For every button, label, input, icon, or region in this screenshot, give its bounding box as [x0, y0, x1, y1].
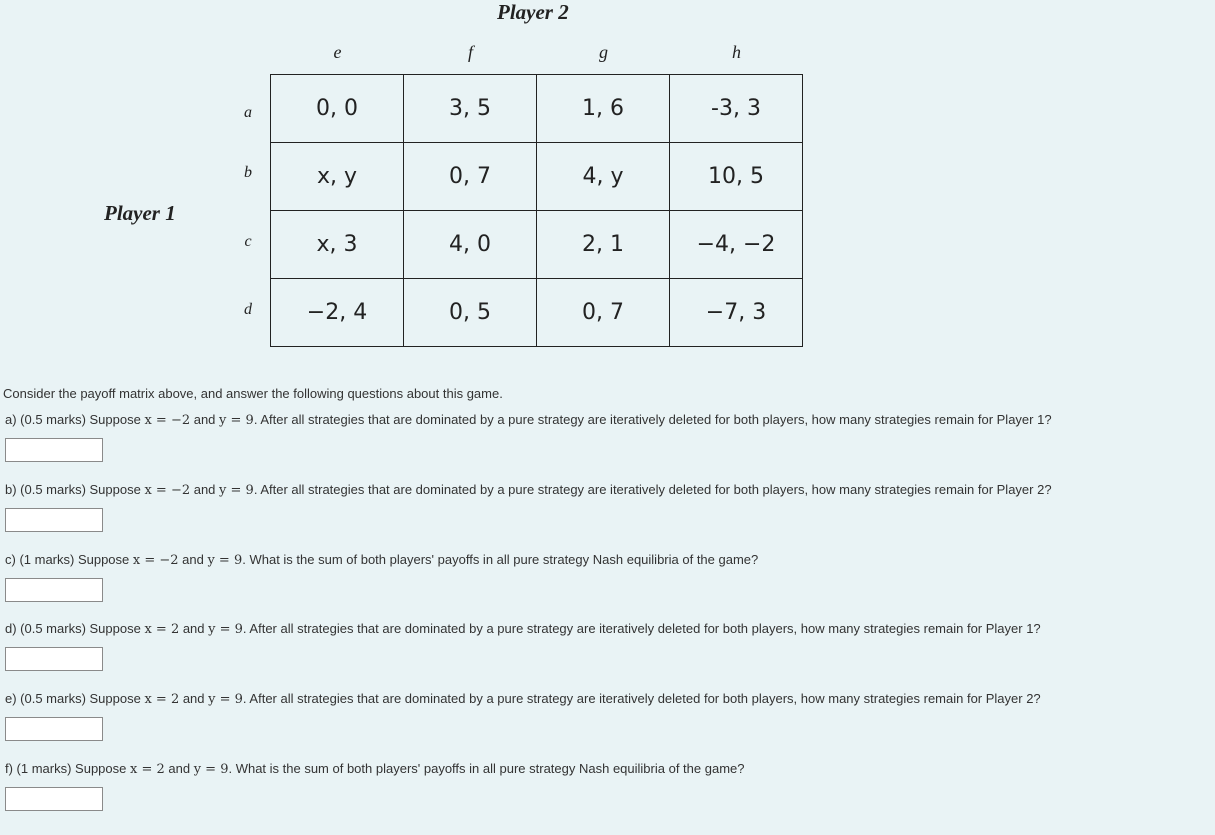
question-d-suffix: . After all strategies that are dominated by a pure strategy are iteratively deleted for both players, how many strategies remain for Player 1? [242, 621, 1041, 636]
question-f-suffix: . What is the sum of both players' payoffs in all pure strategy Nash equilibria of the game? [228, 761, 745, 776]
answer-c-input[interactable] [5, 578, 103, 602]
question-c-x: x = −2 [132, 553, 179, 568]
cell-d-f: 0, 5 [404, 279, 537, 347]
cell-b-f: 0, 7 [404, 143, 537, 211]
payoff-matrix [270, 74, 803, 347]
question-d-prefix: d) (0.5 marks) Suppose [5, 621, 145, 636]
cell-c-f: 4, 0 [404, 211, 537, 279]
row-header-a: a [244, 104, 252, 121]
column-header-f: f [467, 42, 473, 62]
question-a-y: y = 9 [219, 413, 254, 428]
matrix-row-b [271, 143, 803, 211]
question-f-mid: and [164, 761, 194, 776]
question-c-suffix: . What is the sum of both players' payoffs in all pure strategy Nash equilibria of the game? [242, 552, 759, 567]
question-e-suffix: . After all strategies that are dominated by a pure strategy are iteratively deleted for both players, how many strategies remain for Player 2? [242, 691, 1041, 706]
question-c-mid: and [178, 552, 208, 567]
question-a-prefix: a) (0.5 marks) Suppose [5, 412, 145, 427]
matrix-row-c [271, 211, 803, 279]
cell-c-e: x, 3 [271, 211, 404, 279]
question-a-suffix: . After all strategies that are dominated by a pure strategy are iteratively deleted for both players, how many strategies remain for Player 1? [253, 412, 1052, 427]
question-intro: Consider the payoff matrix above, and answer the following questions about this game. [3, 386, 503, 401]
player2-label: Player 2 [497, 0, 569, 24]
cell-a-h: -3, 3 [670, 75, 803, 143]
question-f-prefix: f) (1 marks) Suppose [5, 761, 130, 776]
question-b-x: x = −2 [144, 483, 191, 498]
cell-b-h: 10, 5 [670, 143, 803, 211]
answer-e-input[interactable] [5, 717, 103, 741]
question-e-y: y = 9 [208, 692, 243, 707]
question-f-x: x = 2 [130, 762, 165, 777]
question-d-mid: and [179, 621, 209, 636]
cell-c-h: −4, −2 [670, 211, 803, 279]
question-e-prefix: e) (0.5 marks) Suppose [5, 691, 145, 706]
matrix-row-a [271, 75, 803, 143]
question-b-mid: and [190, 482, 220, 497]
cell-d-g: 0, 7 [537, 279, 670, 347]
question-b-y: y = 9 [219, 483, 254, 498]
answer-b-input[interactable] [5, 508, 103, 532]
question-d-x: x = 2 [144, 622, 180, 637]
question-b-prefix: b) (0.5 marks) Suppose [5, 482, 145, 497]
question-c-prefix: c) (1 marks) Suppose [5, 552, 133, 567]
answer-a-input[interactable] [5, 438, 103, 462]
question-e-mid: and [179, 691, 209, 706]
question-e [5, 691, 1041, 707]
row-header-d: d [244, 301, 252, 318]
column-header-g: g [599, 42, 608, 62]
cell-b-g: 4, y [537, 143, 670, 211]
question-a-x: x = −2 [144, 413, 191, 428]
question-d-y: y = 9 [208, 622, 243, 637]
cell-a-g: 1, 6 [537, 75, 670, 143]
cell-c-g: 2, 1 [537, 211, 670, 279]
row-header-b: b [244, 164, 252, 181]
cell-a-f: 3, 5 [404, 75, 537, 143]
question-b [5, 482, 1052, 498]
question-a [5, 412, 1052, 428]
question-b-suffix: . After all strategies that are dominated by a pure strategy are iteratively deleted for both players, how many strategies remain for Player 2? [253, 482, 1052, 497]
question-f [5, 761, 744, 777]
question-d [5, 621, 1041, 637]
cell-b-e: x, y [271, 143, 404, 211]
player1-label: Player 1 [104, 201, 176, 225]
column-header-h: h [732, 42, 741, 62]
question-e-x: x = 2 [144, 692, 180, 707]
answer-f-input[interactable] [5, 787, 103, 811]
question-c-y: y = 9 [207, 553, 243, 568]
matrix-row-d [271, 279, 803, 347]
cell-a-e: 0, 0 [271, 75, 404, 143]
column-header-e: e [333, 42, 342, 62]
cell-d-e: −2, 4 [271, 279, 404, 347]
question-c [5, 552, 758, 568]
answer-d-input[interactable] [5, 647, 103, 671]
cell-d-h: −7, 3 [670, 279, 803, 347]
question-a-mid: and [190, 412, 220, 427]
row-header-c: c [244, 233, 252, 250]
question-f-y: y = 9 [193, 762, 229, 777]
